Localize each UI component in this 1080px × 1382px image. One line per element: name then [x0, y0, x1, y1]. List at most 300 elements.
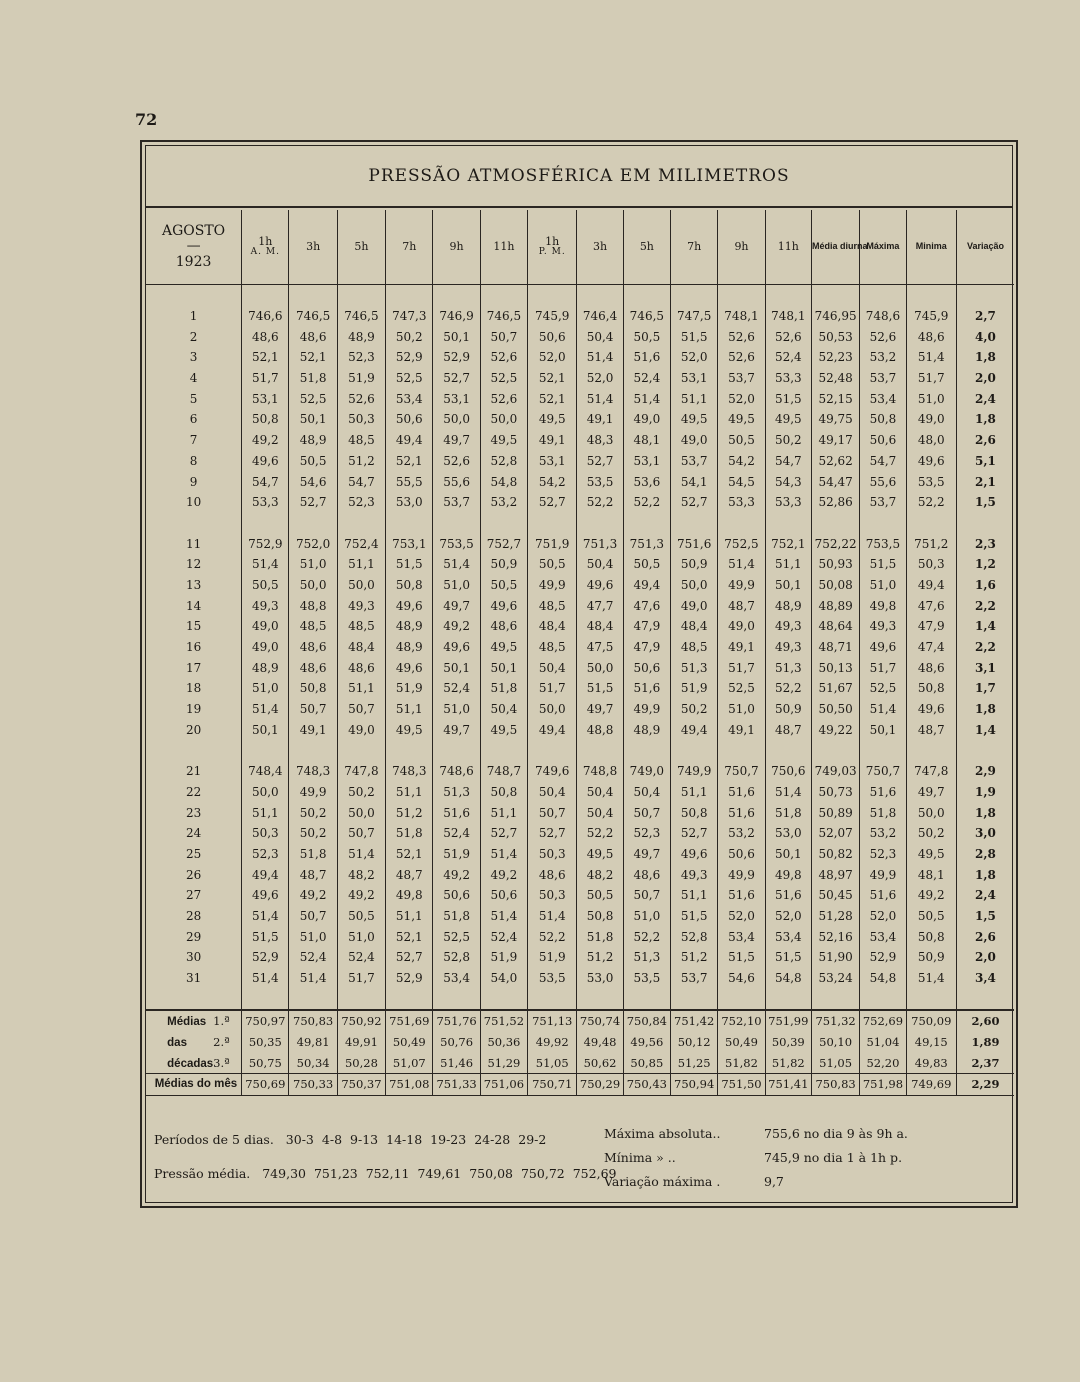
- title-divider: [146, 206, 1012, 208]
- value-cell: 49,7: [433, 719, 480, 740]
- value-cell: 49,2: [480, 864, 527, 885]
- value-cell: 51,2: [577, 947, 623, 968]
- gap-cell: [718, 988, 765, 1010]
- value-cell: 50,1: [765, 844, 811, 865]
- gap-cell: [577, 988, 623, 1010]
- value-cell: 48,9: [623, 719, 670, 740]
- value-cell: 50,0: [242, 782, 289, 803]
- gap-cell: [242, 513, 289, 534]
- value-cell: 48,8: [289, 595, 337, 616]
- periods-list: [286, 1132, 555, 1147]
- day-cell: 21: [185, 764, 202, 779]
- value-cell: 52,1: [242, 347, 289, 368]
- column-header: [956, 210, 1014, 285]
- min-value: 745,9 no dia 1 à 1h p.: [764, 1150, 903, 1165]
- value-cell: 750,71: [528, 1074, 577, 1096]
- value-cell: 48,3: [577, 430, 623, 451]
- value-cell: 51,7: [337, 968, 385, 989]
- value-cell: 2,6: [956, 926, 1014, 947]
- value-cell: 49,9: [718, 575, 765, 596]
- value-cell: 52,3: [623, 823, 670, 844]
- value-cell: 52,7: [480, 823, 527, 844]
- day-cell: 7: [189, 433, 198, 448]
- value-cell: 50,2: [289, 802, 337, 823]
- value-cell: 52,4: [480, 926, 527, 947]
- period-item: 9-13: [350, 1132, 379, 1147]
- value-cell: 53,3: [765, 492, 811, 513]
- gap-cell: [860, 285, 906, 306]
- value-cell: 1,9: [956, 782, 1014, 803]
- value-cell: 48,2: [577, 864, 623, 885]
- extremes-block: [604, 1122, 908, 1194]
- value-cell: 50,6: [718, 844, 765, 865]
- table-row: [146, 637, 1014, 658]
- value-cell: 51,5: [242, 926, 289, 947]
- value-cell: 750,69: [242, 1074, 289, 1096]
- value-cell: 51,90: [811, 947, 859, 968]
- value-cell: 49,0: [718, 616, 765, 637]
- column-header: [337, 210, 385, 285]
- value-cell: 52,7: [386, 947, 433, 968]
- period-item: 29-2: [518, 1132, 547, 1147]
- value-cell: 50,6: [433, 885, 480, 906]
- value-cell: 49,9: [528, 575, 577, 596]
- value-cell: 51,4: [623, 388, 670, 409]
- value-cell: 1,8: [956, 347, 1014, 368]
- day-cell: 22: [185, 784, 202, 799]
- value-cell: 49,7: [577, 699, 623, 720]
- value-cell: 52,1: [528, 388, 577, 409]
- gap-cell: [718, 285, 765, 306]
- value-cell: 52,6: [860, 326, 906, 347]
- value-cell: 3,4: [956, 968, 1014, 989]
- value-cell: 48,8: [577, 719, 623, 740]
- value-cell: 50,8: [906, 926, 956, 947]
- gap-cell: [337, 740, 385, 761]
- value-cell: 50,4: [577, 782, 623, 803]
- value-cell: 52,9: [242, 947, 289, 968]
- gap-cell: [765, 740, 811, 761]
- value-cell: 50,49: [718, 1032, 765, 1053]
- period-item: 14-18: [386, 1132, 423, 1147]
- value-cell: 753,1: [386, 533, 433, 554]
- value-cell: 52,0: [765, 906, 811, 927]
- value-cell: 746,6: [242, 306, 289, 327]
- value-cell: 5,1: [956, 451, 1014, 472]
- column-header-label: 7h: [402, 239, 417, 253]
- table-title: PRESSÃO ATMOSFÉRICA EM MILIMETROS: [368, 166, 790, 186]
- gap-cell: [242, 285, 289, 306]
- value-cell: 49,1: [718, 637, 765, 658]
- table-row: [146, 844, 1014, 865]
- gap-cell: [242, 740, 289, 761]
- value-cell: 51,5: [860, 554, 906, 575]
- gap-cell: [811, 513, 859, 534]
- gap-cell: [146, 285, 242, 306]
- day-cell: 26: [185, 867, 202, 882]
- value-cell: 49,6: [433, 637, 480, 658]
- period-item: 30-3: [285, 1132, 314, 1147]
- value-cell: 52,9: [386, 347, 433, 368]
- value-cell: 52,2: [528, 926, 577, 947]
- value-cell: 47,7: [577, 595, 623, 616]
- value-cell: 50,36: [480, 1032, 527, 1053]
- decade-gap: [146, 740, 1014, 761]
- day-cell: 19: [185, 702, 202, 717]
- value-cell: 51,7: [242, 368, 289, 389]
- value-cell: 50,4: [623, 782, 670, 803]
- value-cell: 50,5: [337, 906, 385, 927]
- value-cell: 53,4: [386, 388, 433, 409]
- value-cell: 51,5: [718, 947, 765, 968]
- table-row: [146, 451, 1014, 472]
- value-cell: 52,2: [765, 678, 811, 699]
- gap-cell: [433, 988, 480, 1010]
- value-cell: 51,0: [289, 926, 337, 947]
- value-cell: 52,1: [289, 347, 337, 368]
- value-cell: 49,6: [480, 595, 527, 616]
- value-cell: 52,7: [528, 823, 577, 844]
- value-cell: 746,95: [811, 306, 859, 327]
- gap-cell: [671, 285, 718, 306]
- value-cell: 751,13: [528, 1010, 577, 1032]
- value-cell: 54,2: [528, 471, 577, 492]
- day-cell: 13: [185, 577, 202, 592]
- value-cell: 52,2: [906, 492, 956, 513]
- value-cell: 53,5: [623, 968, 670, 989]
- value-cell: 52,16: [811, 926, 859, 947]
- column-header-label: 3h: [306, 239, 321, 253]
- value-cell: 47,9: [906, 616, 956, 637]
- value-cell: 52,62: [811, 451, 859, 472]
- value-cell: 4,0: [956, 326, 1014, 347]
- table-row: [146, 782, 1014, 803]
- value-cell: 49,3: [860, 616, 906, 637]
- value-cell: 49,6: [242, 885, 289, 906]
- value-cell: 48,71: [811, 637, 859, 658]
- value-cell: 49,0: [242, 616, 289, 637]
- value-cell: 49,0: [906, 409, 956, 430]
- value-cell: 748,7: [480, 761, 527, 782]
- value-cell: 3,0: [956, 823, 1014, 844]
- decade-mean-word: das: [167, 1037, 187, 1050]
- value-cell: 1,7: [956, 678, 1014, 699]
- value-cell: 52,0: [671, 347, 718, 368]
- value-cell: 51,8: [433, 906, 480, 927]
- value-cell: 50,75: [242, 1052, 289, 1073]
- gap-cell: [528, 513, 577, 534]
- value-cell: 50,5: [718, 430, 765, 451]
- value-cell: 52,3: [242, 844, 289, 865]
- day-cell: 29: [185, 929, 202, 944]
- value-cell: 50,7: [337, 823, 385, 844]
- value-cell: 50,8: [289, 678, 337, 699]
- day-cell: 9: [189, 474, 198, 489]
- value-cell: 51,3: [433, 782, 480, 803]
- gap-cell: [146, 513, 242, 534]
- value-cell: 52,8: [671, 926, 718, 947]
- value-cell: 49,91: [337, 1032, 385, 1053]
- value-cell: 750,09: [906, 1010, 956, 1032]
- value-cell: 49,6: [386, 657, 433, 678]
- value-cell: 49,75: [811, 409, 859, 430]
- value-cell: 50,0: [577, 657, 623, 678]
- value-cell: 48,97: [811, 864, 859, 885]
- value-cell: 48,9: [386, 616, 433, 637]
- value-cell: 49,56: [623, 1032, 670, 1053]
- value-cell: 53,1: [433, 388, 480, 409]
- value-cell: 53,4: [433, 968, 480, 989]
- value-cell: 50,0: [433, 409, 480, 430]
- value-cell: 54,7: [242, 471, 289, 492]
- decade-mean-row: [146, 1010, 1014, 1032]
- table-row: [146, 906, 1014, 927]
- value-cell: 52,7: [528, 492, 577, 513]
- mean-pressure: [154, 1166, 632, 1181]
- value-cell: 49,0: [623, 409, 670, 430]
- value-cell: 48,5: [289, 616, 337, 637]
- value-cell: 50,85: [623, 1052, 670, 1073]
- gap-cell: [765, 513, 811, 534]
- value-cell: 50,10: [811, 1032, 859, 1053]
- value-cell: 1,8: [956, 802, 1014, 823]
- pressure-item: 752,69: [572, 1166, 617, 1181]
- value-cell: 53,1: [623, 451, 670, 472]
- column-header-sub: A. M.: [250, 247, 280, 258]
- value-cell: 50,0: [337, 575, 385, 596]
- value-cell: 51,1: [480, 802, 527, 823]
- value-cell: 49,3: [242, 595, 289, 616]
- value-cell: 53,7: [671, 968, 718, 989]
- day-cell: 23: [185, 805, 202, 820]
- value-cell: 748,6: [860, 306, 906, 327]
- value-cell: 51,6: [623, 678, 670, 699]
- value-cell: 750,7: [860, 761, 906, 782]
- day-cell: 2: [189, 329, 198, 344]
- page-number: 72: [135, 110, 158, 129]
- table-row: [146, 823, 1014, 844]
- decade-mean-label: [146, 1032, 242, 1053]
- table-row: [146, 719, 1014, 740]
- gap-cell: [671, 740, 718, 761]
- value-cell: 48,5: [671, 637, 718, 658]
- gap-cell: [860, 740, 906, 761]
- gap-cell: [433, 285, 480, 306]
- value-cell: 51,3: [765, 657, 811, 678]
- value-cell: 50,6: [860, 430, 906, 451]
- value-cell: 1,5: [956, 906, 1014, 927]
- gap-cell: [811, 740, 859, 761]
- value-cell: 50,45: [811, 885, 859, 906]
- value-cell: 52,5: [718, 678, 765, 699]
- value-cell: 50,3: [528, 844, 577, 865]
- value-cell: 51,1: [386, 699, 433, 720]
- table-row: [146, 802, 1014, 823]
- table-row: [146, 926, 1014, 947]
- value-cell: 50,8: [386, 575, 433, 596]
- value-cell: 51,82: [765, 1052, 811, 1073]
- value-cell: 52,5: [860, 678, 906, 699]
- value-cell: 52,0: [860, 906, 906, 927]
- value-cell: 51,1: [337, 554, 385, 575]
- value-cell: 50,6: [623, 657, 670, 678]
- value-cell: 2,2: [956, 637, 1014, 658]
- value-cell: 51,0: [718, 699, 765, 720]
- value-cell: 752,69: [860, 1010, 906, 1032]
- table-row: [146, 347, 1014, 368]
- value-cell: 52,48: [811, 368, 859, 389]
- value-cell: 1,6: [956, 575, 1014, 596]
- value-cell: 746,5: [623, 306, 670, 327]
- value-cell: 51,6: [433, 802, 480, 823]
- value-cell: 55,6: [433, 471, 480, 492]
- value-cell: 50,3: [242, 823, 289, 844]
- value-cell: 750,83: [811, 1074, 859, 1096]
- value-cell: 53,5: [528, 968, 577, 989]
- value-cell: 50,1: [480, 657, 527, 678]
- value-cell: 746,5: [480, 306, 527, 327]
- value-cell: 50,0: [671, 575, 718, 596]
- value-cell: 49,3: [765, 616, 811, 637]
- value-cell: 51,6: [718, 885, 765, 906]
- gap-cell: [860, 988, 906, 1010]
- column-header: [386, 210, 433, 285]
- month-mean-row: [146, 1074, 1014, 1096]
- value-cell: 49,0: [671, 430, 718, 451]
- value-cell: 51,4: [337, 844, 385, 865]
- value-cell: 51,5: [671, 326, 718, 347]
- value-cell: 50,0: [480, 409, 527, 430]
- header-row: [146, 210, 1014, 285]
- column-header: [623, 210, 670, 285]
- value-cell: 50,62: [577, 1052, 623, 1073]
- day-cell: 27: [185, 888, 202, 903]
- value-cell: 49,4: [386, 430, 433, 451]
- value-cell: 52,1: [386, 451, 433, 472]
- value-cell: 753,5: [433, 533, 480, 554]
- value-cell: 48,6: [289, 637, 337, 658]
- value-cell: 53,0: [386, 492, 433, 513]
- value-cell: 745,9: [528, 306, 577, 327]
- value-cell: 50,9: [671, 554, 718, 575]
- value-cell: 54,8: [860, 968, 906, 989]
- value-cell: 51,4: [242, 906, 289, 927]
- variation-value: 9,7: [764, 1174, 784, 1189]
- value-cell: 750,97: [242, 1010, 289, 1032]
- decade-ordinal: 2.ª: [213, 1035, 230, 1050]
- value-cell: 54,2: [718, 451, 765, 472]
- value-cell: 51,1: [337, 678, 385, 699]
- gap-cell: [480, 740, 527, 761]
- decade-gap: [146, 988, 1014, 1010]
- value-cell: 52,2: [623, 492, 670, 513]
- day-cell: 11: [185, 536, 202, 551]
- column-header: [860, 210, 906, 285]
- value-cell: 50,2: [386, 326, 433, 347]
- value-cell: 53,1: [528, 451, 577, 472]
- day-cell: 8: [189, 453, 198, 468]
- value-cell: 50,6: [386, 409, 433, 430]
- gap-cell: [718, 513, 765, 534]
- value-cell: 51,28: [811, 906, 859, 927]
- value-cell: 48,6: [623, 864, 670, 885]
- value-cell: 50,4: [480, 699, 527, 720]
- value-cell: 50,7: [480, 326, 527, 347]
- value-cell: 49,3: [765, 637, 811, 658]
- gap-cell: [242, 988, 289, 1010]
- value-cell: 49,9: [289, 782, 337, 803]
- value-cell: 51,0: [289, 554, 337, 575]
- value-cell: 48,9: [289, 430, 337, 451]
- value-cell: 51,07: [386, 1052, 433, 1073]
- value-cell: 55,5: [386, 471, 433, 492]
- table-row: [146, 326, 1014, 347]
- value-cell: 54,7: [860, 451, 906, 472]
- gap-cell: [386, 988, 433, 1010]
- value-cell: 2,6: [956, 430, 1014, 451]
- value-cell: 53,7: [718, 368, 765, 389]
- value-cell: 745,9: [906, 306, 956, 327]
- table-row: [146, 388, 1014, 409]
- value-cell: 54,8: [480, 471, 527, 492]
- value-cell: 53,2: [718, 823, 765, 844]
- value-cell: 50,4: [577, 326, 623, 347]
- column-header-label: Minima: [915, 241, 947, 252]
- table-row: [146, 864, 1014, 885]
- gap-cell: [577, 513, 623, 534]
- value-cell: 51,5: [765, 388, 811, 409]
- value-cell: 749,9: [671, 761, 718, 782]
- value-cell: 52,86: [811, 492, 859, 513]
- decade-gap: [146, 285, 1014, 306]
- gap-cell: [623, 740, 670, 761]
- decade-mean-row: [146, 1032, 1014, 1053]
- value-cell: 48,9: [242, 657, 289, 678]
- value-cell: 52,7: [577, 451, 623, 472]
- value-cell: 3,1: [956, 657, 1014, 678]
- five-day-periods: [154, 1132, 562, 1147]
- value-cell: 752,4: [337, 533, 385, 554]
- value-cell: 49,5: [718, 409, 765, 430]
- value-cell: 51,7: [528, 678, 577, 699]
- value-cell: 53,3: [242, 492, 289, 513]
- pressure-item: 750,08: [469, 1166, 513, 1181]
- max-label: Máxima absoluta..: [604, 1126, 721, 1141]
- value-cell: 52,4: [433, 823, 480, 844]
- column-header: [528, 210, 577, 285]
- value-cell: 50,6: [480, 885, 527, 906]
- value-cell: 50,1: [860, 719, 906, 740]
- value-cell: 751,98: [860, 1074, 906, 1096]
- value-cell: 751,50: [718, 1074, 765, 1096]
- value-cell: 747,8: [906, 761, 956, 782]
- gap-cell: [860, 513, 906, 534]
- table-row: [146, 947, 1014, 968]
- value-cell: 50,08: [811, 575, 859, 596]
- value-cell: 750,6: [765, 761, 811, 782]
- value-cell: 50,50: [811, 699, 859, 720]
- decade-ordinal: 3.ª: [213, 1055, 230, 1070]
- value-cell: 51,6: [623, 347, 670, 368]
- value-cell: 2,4: [956, 885, 1014, 906]
- value-cell: 52,3: [860, 844, 906, 865]
- value-cell: 51,7: [860, 657, 906, 678]
- value-cell: 49,9: [623, 699, 670, 720]
- gap-cell: [577, 740, 623, 761]
- table-row: [146, 678, 1014, 699]
- column-header-label: Variação: [966, 241, 1004, 252]
- day-cell: 30: [185, 950, 202, 965]
